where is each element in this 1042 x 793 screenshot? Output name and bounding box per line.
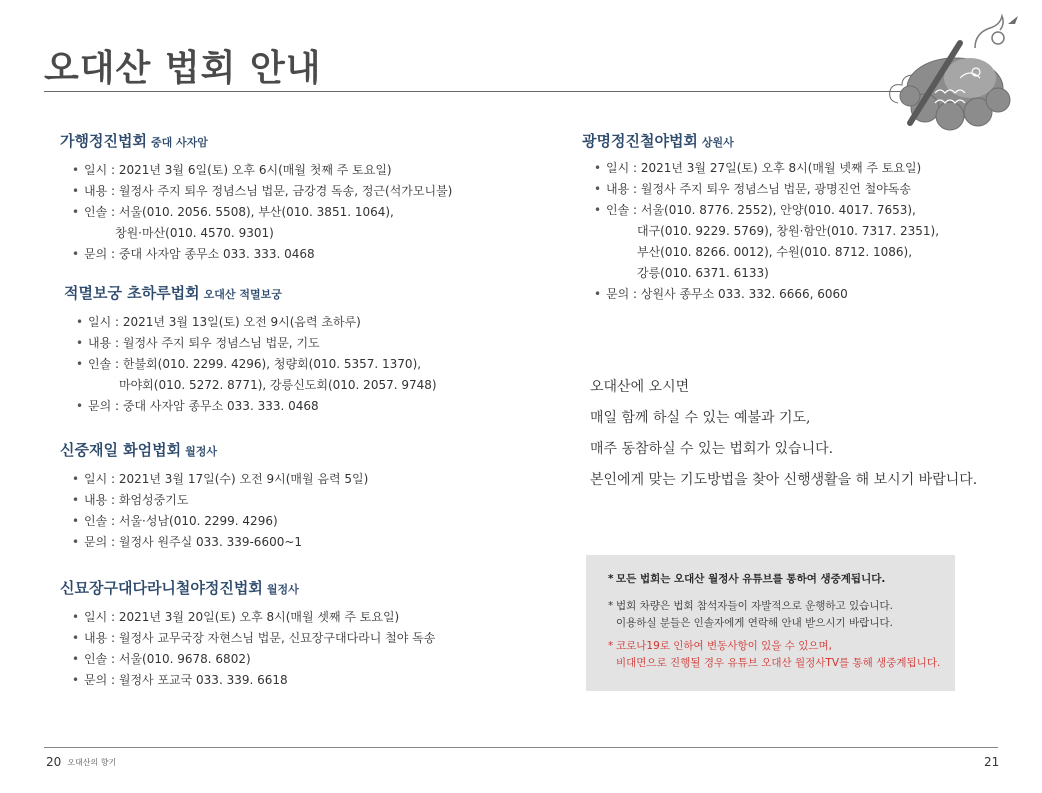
right-column <box>582 130 1002 305</box>
event-title: 신묘장구대다라니철야정진법회 월정사 <box>60 579 299 597</box>
event-detail: • 일시 : 2021년 3월 6일(토) 오후 6시(매월 첫째 주 토요일) <box>60 160 530 181</box>
intro-line: 오대산에 오시면 <box>590 379 690 395</box>
event-gwangmyeong <box>582 130 1002 305</box>
footer-divider <box>44 747 998 748</box>
event-detail: • 문의 : 중대 사자암 종무소 033. 333. 0468 <box>60 244 530 265</box>
event-temple: 오대산 적멸보궁 <box>203 288 282 301</box>
temple-emblem-icon <box>880 8 1030 133</box>
notice-covid: * 코로나19로 인하여 변동사항이 있을 수 있으며, <box>608 638 945 655</box>
event-detail: • 문의 : 중대 사자암 종무소 033. 333. 0468 <box>64 396 530 417</box>
event-temple: 상원사 <box>701 136 734 149</box>
event-detail: • 내용 : 월정사 주지 퇴우 정념스님 법문, 금강경 독송, 정근(석가모니불) <box>60 181 530 202</box>
title-divider <box>44 91 996 92</box>
event-title: 신중재일 화엄법회 월정사 <box>60 441 218 459</box>
event-detail: • 인솔 : 서울(010. 8776. 2552), 안양(010. 4017. 7653), <box>582 200 1002 221</box>
intro-line: 매일 함께 하실 수 있는 예불과 기도, <box>590 410 811 426</box>
event-detail: • 일시 : 2021년 3월 27일(토) 오후 8시(매월 넷째 주 토요일) <box>582 158 1002 179</box>
event-title: 광명정진철야법회 상원사 <box>582 132 734 150</box>
event-detail: • 문의 : 상원사 종무소 033. 332. 6666, 6060 <box>582 284 1002 305</box>
event-sinjung <box>60 439 530 553</box>
event-detail: • 인솔 : 서울·성남(010. 2299. 4296) <box>60 511 530 532</box>
notice-box <box>586 555 955 691</box>
event-detail: • 내용 : 화엄성중기도 <box>60 490 530 511</box>
notice-transport: * 법회 차량은 법회 참석자들이 자발적으로 운행하고 있습니다. <box>608 598 945 615</box>
publication-name: 오대산의 향기 <box>67 758 117 767</box>
event-detail-continued: 창원·마산(010. 4570. 9301) <box>115 226 274 240</box>
event-detail: • 내용 : 월정사 주지 퇴우 정념스님 법문, 광명진언 철야독송 <box>582 179 1002 200</box>
event-detail: • 일시 : 2021년 3월 17일(수) 오전 9시(매월 음력 5일) <box>60 469 530 490</box>
event-detail: • 일시 : 2021년 3월 13일(토) 오전 9시(음력 초하루) <box>64 312 530 333</box>
left-column <box>60 130 530 691</box>
event-detail: • 내용 : 월정사 주지 퇴우 정념스님 법문, 기도 <box>64 333 530 354</box>
intro-text <box>590 372 1010 496</box>
event-detail: • 일시 : 2021년 3월 20일(토) 오후 8시(매월 셋째 주 토요일) <box>60 607 530 628</box>
event-jeokmyeol <box>64 282 530 417</box>
event-detail: • 내용 : 월정사 교무국장 자현스님 법문, 신묘장구대다라니 철야 독송 <box>60 628 530 649</box>
event-detail-continued: 부산(010. 8266. 0012), 수원(010. 8712. 1086), <box>637 245 913 259</box>
event-gahaeng <box>60 130 530 265</box>
event-detail-continued: 마야회(010. 5272. 8771), 강릉신도회(010. 2057. 9748) <box>119 378 437 392</box>
event-detail: • 인솔 : 서울(010. 9678. 6802) <box>60 649 530 670</box>
event-detail: • 문의 : 월정사 포교국 033. 339. 6618 <box>60 670 530 691</box>
event-detail-continued: 대구(010. 9229. 5769), 창원·함안(010. 7317. 2351), <box>637 224 940 238</box>
page-number-right: 21 <box>984 755 1000 769</box>
event-title: 가행정진법회 중대 사자암 <box>60 132 208 150</box>
event-detail: • 인솔 : 한불회(010. 2299. 4296), 청량회(010. 5357. 1370), <box>64 354 530 375</box>
event-temple: 월정사 <box>185 445 218 458</box>
footer-left <box>46 755 116 769</box>
page-number-left: 20 <box>46 755 62 769</box>
event-temple: 월정사 <box>266 583 299 596</box>
page-title: 오대산 법회 안내 <box>44 47 322 89</box>
event-title: 적멸보궁 초하루법회 오대산 적멸보궁 <box>64 284 282 302</box>
event-detail: • 문의 : 월정사 원주실 033. 339-6600~1 <box>60 532 530 553</box>
event-temple: 중대 사자암 <box>150 136 208 149</box>
notice-transport-continued: 이용하실 분들은 인솔자에게 연락해 안내 받으시기 바랍니다. <box>616 617 893 629</box>
event-detail: • 인솔 : 서울(010. 2056. 5508), 부산(010. 3851. 1064), <box>60 202 530 223</box>
intro-line: 본인에게 맞는 기도방법을 찾아 신행생활을 해 보시기 바랍니다. <box>590 472 978 488</box>
event-sinmyo <box>60 577 530 691</box>
intro-line: 매주 동참하실 수 있는 법회가 있습니다. <box>590 441 834 457</box>
notice-covid-continued: 비대면으로 진행될 경우 유튜브 오대산 월정사TV를 통해 생중계됩니다. <box>616 657 941 669</box>
notice-broadcast: * 모든 법회는 오대산 월정사 유튜브를 통하여 생중계됩니다. <box>608 571 945 588</box>
event-detail-continued: 강릉(010. 6371. 6133) <box>637 266 769 280</box>
